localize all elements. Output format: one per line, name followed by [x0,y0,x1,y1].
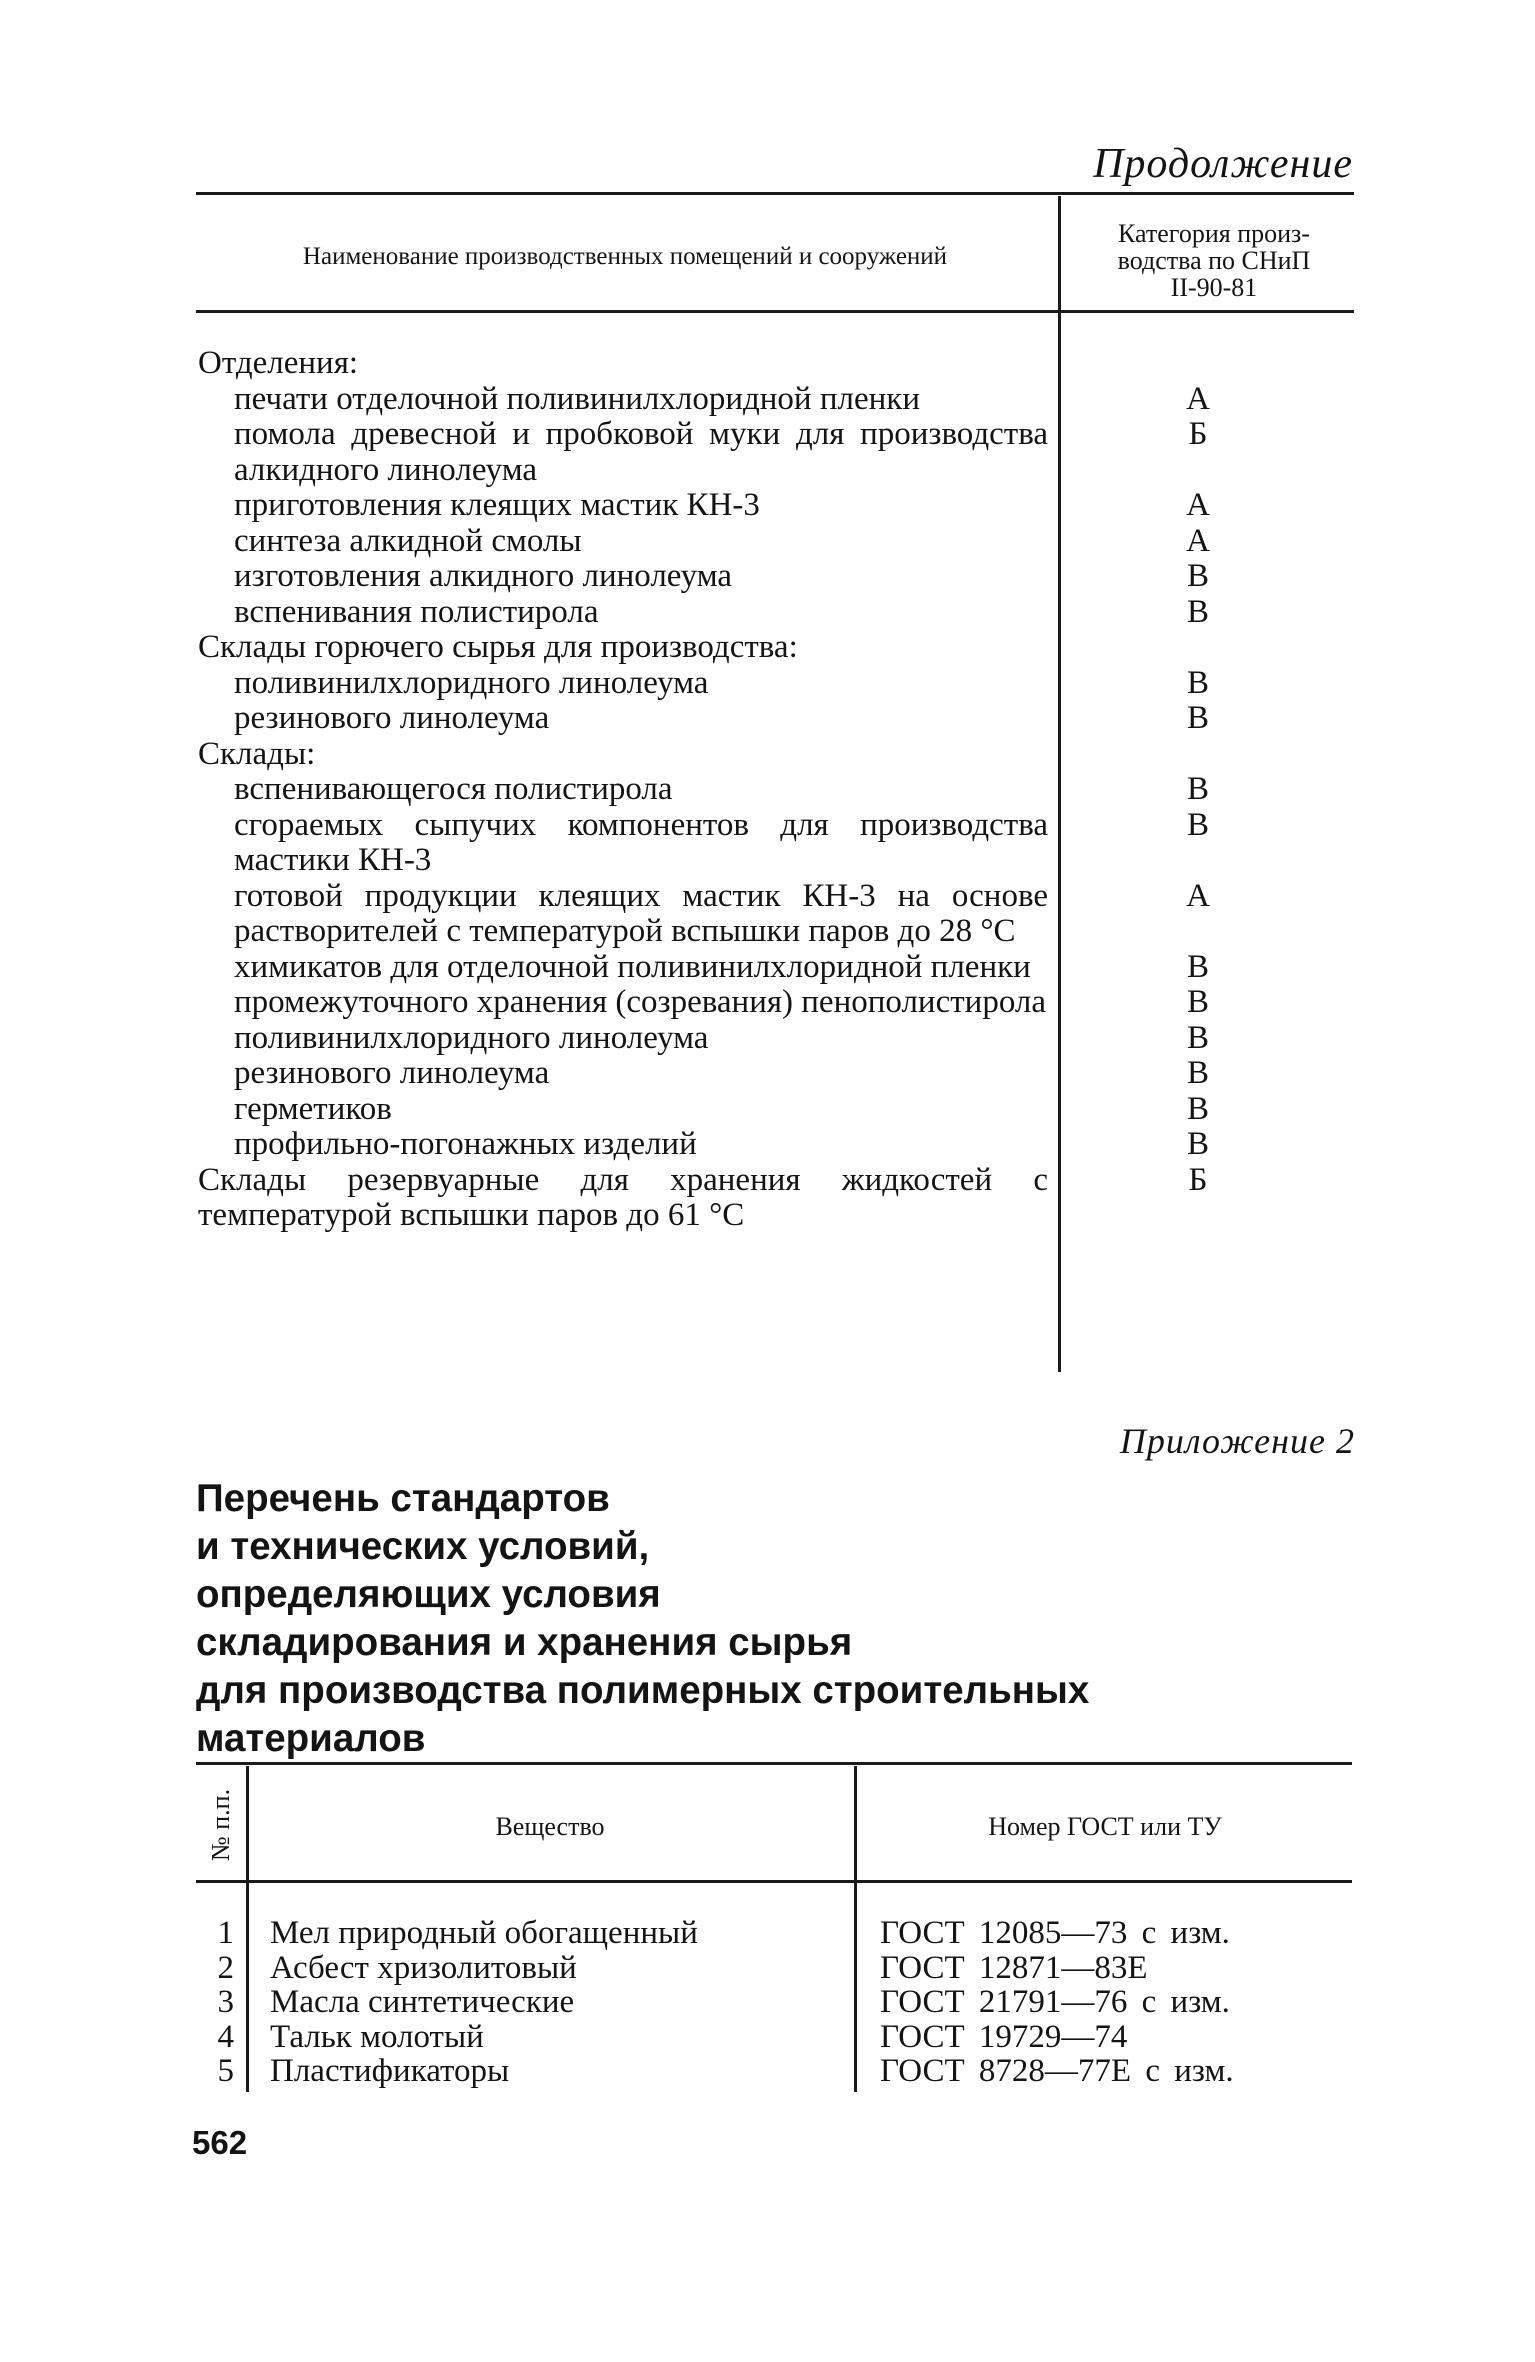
table1-header-name: Наименование производственных помещений и сооружений [302,243,948,270]
table1-row [198,737,1048,773]
row-category: В [1186,558,1209,594]
row-substance: Тальк молотый [270,2018,484,2055]
row-text: резинового линолеума [234,1055,550,1091]
table1-row [198,487,1210,524]
appendix-title-line: определяющих условия [196,1573,661,1616]
row-text: Отделения: [198,345,359,381]
table1-row [198,984,1209,1021]
row-category: В [1186,771,1209,807]
row-category: Б [1188,416,1208,452]
table1-header-category-line: водства по СНиП [1117,246,1311,275]
page-number: 562 [192,2124,248,2161]
row-text: резинового линолеума [234,700,550,736]
table1-row [198,700,1209,737]
row-text: вспенивания полистирола [234,593,599,630]
row-text: Склады: [198,735,316,772]
table2-header-substance: Вещество [495,1812,605,1841]
table1-row [198,1161,1208,1234]
row-num: 2 [217,1949,234,1986]
row-text: Склады горючего сырья для производства: [198,629,798,665]
table2-header-gost: Номер ГОСТ или ТУ [988,1812,1222,1841]
table1-body [198,345,1210,1234]
row-substance: Пластификаторы [270,2053,510,2089]
table1-row [198,522,1210,560]
table2-header-num [196,1765,246,1885]
row-text: Склады резервуарные для хранения жидкостей с температурой вспышки паров до 61 °С [198,1161,1048,1233]
table1-row [198,630,1048,666]
row-num: 3 [217,1984,234,2020]
continuation-label: Продолжение [1093,141,1353,187]
row-text: поливинилхлоридного линолеума [234,1019,709,1056]
row-category: Б [1188,1161,1208,1198]
appendix-title-line: складирования и хранения сырья [196,1621,853,1664]
table1-row [198,1126,1209,1163]
row-text: сгораемых сыпучих компонентов для производства мастики КН-3 [234,806,1048,878]
row-text: приготовления клеящих мастик КН-3 [234,487,760,523]
table1-row [198,664,1209,702]
row-category: В [1186,806,1209,843]
table1-row [198,948,1209,986]
table1-row [198,1019,1209,1057]
table2-row [196,2054,1346,2089]
row-gost: ГОСТ 21791—76 с изм. [880,1984,1230,2020]
table1-row [198,771,1209,808]
row-gost: ГОСТ 8728—77Е с изм. [880,2053,1234,2089]
table1-header-category-line: II-90-81 [1170,273,1258,302]
row-category: В [1186,984,1209,1020]
row-category: В [1186,1019,1209,1056]
row-num: 5 [217,2053,234,2089]
appendix-title-line: для производства полимерных строительных [196,1669,1090,1712]
row-num: 4 [217,2018,234,2055]
appendix-title-line: Перечень стандартов [196,1477,610,1520]
table1-row [198,1090,1209,1128]
table1-header-category [1064,220,1364,301]
appendix-label: Приложение 2 [1119,1421,1355,1461]
table2-row [196,1985,1346,2020]
table2-row [196,2020,1346,2055]
table1-row [198,806,1209,879]
row-text: вспенивающегося полистирола [234,771,673,807]
table1-row [198,416,1208,488]
row-text: профильно-погонажных изделий [234,1126,697,1162]
row-category: В [1186,1090,1209,1127]
row-category: В [1186,700,1209,736]
row-text: промежуточного хранения (созревания) пенополистирола [234,984,1046,1020]
table1-row [198,558,1209,595]
table2-body [196,1916,1346,2089]
row-substance: Асбест хризолитовый [270,1949,577,1986]
table2-row [196,1951,1346,1986]
row-category: В [1186,1126,1209,1162]
table1-column-divider [1058,196,1061,1372]
table1-header-category-line: Категория произ- [1118,219,1310,248]
table1-header-rule [196,310,1354,313]
row-gost: ГОСТ 12871—83Е [880,1949,1148,1986]
table1-row [198,877,1210,950]
row-text: синтеза алкидной смолы [234,522,582,559]
row-substance: Масла синтетические [270,1984,575,2020]
table2-row [196,1916,1346,1951]
row-text: изготовления алкидного линолеума [234,558,732,594]
table1-top-rule [196,192,1354,195]
row-num: 1 [217,1915,234,1951]
row-text: поливинилхлоридного линолеума [234,664,709,701]
row-category: В [1186,664,1209,701]
row-category: В [1186,1055,1209,1091]
row-text: химикатов для отделочной поливинилхлоридной пленки [234,948,1031,985]
table1-row [198,1055,1209,1092]
row-category: А [1186,487,1210,523]
row-category: А [1186,380,1210,417]
row-category: А [1186,522,1210,559]
row-gost: ГОСТ 19729—74 [880,2018,1128,2055]
row-text: печати отделочной поливинилхлоридной пленки [234,380,920,417]
row-category: В [1186,948,1209,985]
appendix-title-line: материалов [196,1717,426,1760]
table1-row [198,380,1210,418]
row-text: помола древесной и пробковой муки для производства алкидного линолеума [234,416,1048,488]
row-substance: Мел природный обогащенный [270,1915,698,1951]
table1-row [198,346,1048,382]
table2-header-num-text: № п.п. [206,1788,235,1862]
row-category: А [1186,877,1210,914]
appendix-title-line: и технических условий, [196,1525,650,1568]
table1-row [198,593,1209,631]
row-text: готовой продукции клеящих мастик КН-3 на основе растворителей с температурой вспышки паров до 28 °С [234,877,1048,949]
row-category: В [1186,593,1209,630]
table2-header-rule [196,1880,1352,1883]
table2-top-rule [196,1762,1352,1765]
row-text: герметиков [234,1090,392,1127]
appendix-title [196,1475,1196,1763]
row-gost: ГОСТ 12085—73 с изм. [880,1915,1230,1951]
